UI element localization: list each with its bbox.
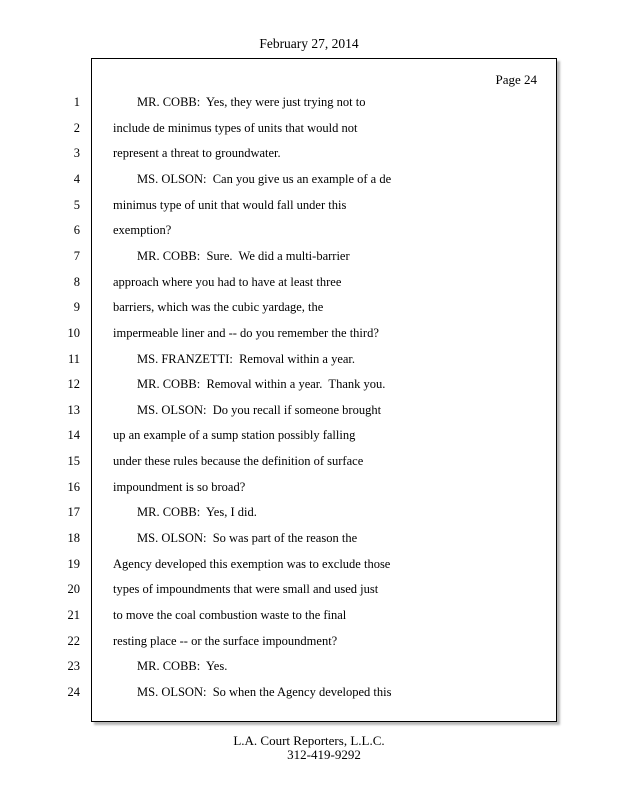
line-number: 24 (67, 685, 80, 699)
line-number: 3 (73, 146, 80, 160)
transcript-line-text: MS. OLSON: Can you give us an example of a de (137, 172, 392, 186)
line-number: 12 (67, 377, 80, 391)
line-number: 17 (67, 505, 80, 519)
transcript-line-text: MR. COBB: Yes. (137, 659, 228, 673)
page-number: Page 24 (495, 72, 537, 87)
transcript-line-text: resting place -- or the surface impoundment? (113, 634, 338, 648)
transcript-line-text: MR. COBB: Sure. We did a multi-barrier (137, 249, 350, 263)
line-number: 4 (73, 172, 80, 186)
court-reporter-name: L.A. Court Reporters, L.L.C. (233, 733, 385, 748)
line-number: 1 (73, 95, 80, 109)
line-number: 5 (73, 198, 80, 212)
transcript-line-text: MR. COBB: Yes, I did. (137, 505, 257, 519)
transcript-line-text: impoundment is so broad? (113, 480, 246, 494)
transcript-line-text: Agency developed this exemption was to exclude those (113, 557, 391, 571)
line-number: 13 (67, 403, 80, 417)
line-number: 8 (73, 275, 80, 289)
line-number: 18 (67, 531, 80, 545)
transcript-line-text: barriers, which was the cubic yardage, the (113, 300, 324, 314)
line-number: 6 (73, 223, 80, 237)
transcript-line-text: approach where you had to have at least three (113, 275, 342, 289)
line-number: 22 (67, 634, 80, 648)
transcript-line-text: under these rules because the definition of surface (113, 454, 364, 468)
line-number: 15 (67, 454, 80, 468)
line-number: 14 (67, 428, 80, 442)
transcript-line-text: MS. OLSON: So when the Agency developed this (137, 685, 392, 699)
line-number: 11 (67, 352, 80, 366)
court-reporter-phone: 312-419-9292 (287, 747, 361, 762)
transcript-line-text: represent a threat to groundwater. (113, 146, 281, 160)
line-number: 7 (73, 249, 80, 263)
line-number: 19 (67, 557, 80, 571)
line-number: 16 (67, 480, 80, 494)
line-number: 2 (73, 121, 80, 135)
transcript-line-text: MS. OLSON: Do you recall if someone brought (137, 403, 382, 417)
transcript-line-text: minimus type of unit that would fall under this (113, 198, 347, 212)
transcript-line-text: MS. FRANZETTI: Removal within a year. (137, 352, 356, 366)
transcript-line-text: MS. OLSON: So was part of the reason the (137, 531, 358, 545)
transcript-line-text: exemption? (113, 223, 172, 237)
transcript-line-text: include de minimus types of units that would not (113, 121, 358, 135)
line-number: 9 (73, 300, 80, 314)
transcript-line-text: MR. COBB: Yes, they were just trying not to (137, 95, 366, 109)
line-number: 23 (67, 659, 80, 673)
line-number: 10 (67, 326, 80, 340)
line-number: 20 (67, 582, 80, 596)
transcript-line-text: up an example of a sump station possibly falling (113, 428, 356, 442)
transcript-line-text: to move the coal combustion waste to the final (113, 608, 347, 622)
transcript-line-text: MR. COBB: Removal within a year. Thank you. (137, 377, 386, 391)
transcript-date: February 27, 2014 (259, 36, 359, 51)
transcript-line-text: impermeable liner and -- do you remember the third? (113, 326, 379, 340)
line-number: 21 (67, 608, 80, 622)
transcript-line-text: types of impoundments that were small and used just (113, 582, 379, 596)
